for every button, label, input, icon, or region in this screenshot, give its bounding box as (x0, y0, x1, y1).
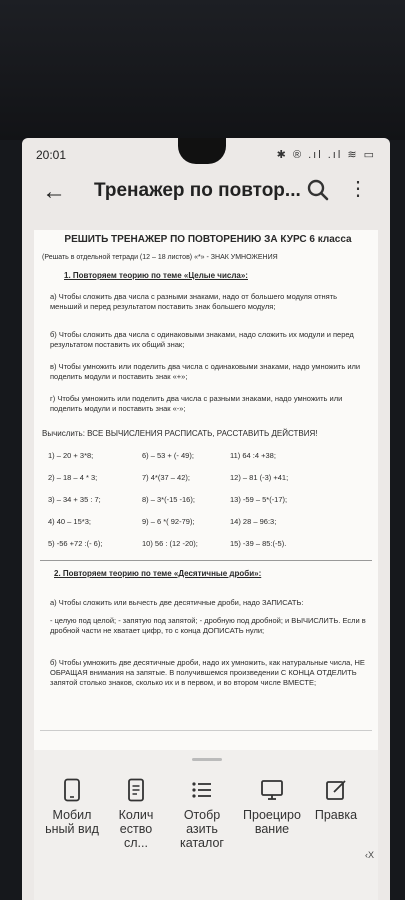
rule-2b: б) Чтобы умножить две десятичные дроби, надо их умножить, как натуральные числа, НЕ ОБРАЩАЯ внимания на запятые. В получившемся произведении С КОНЦА ОТДЕЛИТЬ запятой столько знаков, сколько их и в первом, и во втором числе ВМЕСТЕ; (50, 658, 365, 687)
bottom-action-sheet (34, 750, 378, 900)
device-bezel (0, 0, 405, 140)
overflow-mark: ‹X (365, 850, 374, 860)
show-catalog-label-2: азить (186, 822, 218, 836)
show-catalog-label-3: каталог (180, 836, 224, 850)
section-2-title: 2. Повторяем теорию по теме «Десятичные дроби»: (54, 569, 262, 578)
section-1-title: 1. Повторяем теорию по теме «Целые числа»: (64, 271, 248, 280)
exercise-5: 5) -56 +72 :(- 6); (48, 539, 103, 548)
app-bar (22, 170, 390, 218)
back-arrow-icon[interactable]: ← (42, 178, 66, 205)
calc-instruction: Вычислить: ВСЕ ВЫЧИСЛЕНИЯ РАСПИСАТЬ, РАССТАВИТЬ ДЕЙСТВИЯ! (42, 429, 318, 438)
word-count-button[interactable] (108, 778, 164, 850)
mobile-view-label-1: Мобил (52, 808, 92, 822)
edit-label-1: Правка (314, 808, 358, 822)
document-page[interactable] (34, 230, 378, 752)
exercise-12: 12) – 81 (-3) +41; (230, 473, 289, 482)
edit-button[interactable] (306, 778, 366, 822)
mobile-view-button[interactable] (44, 778, 100, 836)
exercise-15: 15) -39 – 85:(-5). (230, 539, 287, 548)
monitor-icon (260, 778, 284, 802)
rule-1d: г) Чтобы умножить или поделить два числа с разными знаками, надо умножить или поделить модули и поставить знак «-»; (50, 394, 343, 413)
search-icon[interactable] (306, 178, 330, 202)
show-catalog-button[interactable] (174, 778, 230, 850)
sheet-drag-handle[interactable] (192, 758, 222, 761)
list-icon (191, 778, 213, 802)
mobile-view-label-2: ьный вид (45, 822, 99, 836)
exercise-10: 10) 56 : (12 -20); (142, 539, 198, 548)
doc-heading: РЕШИТЬ ТРЕНАЖЕР ПО ПОВТОРЕНИЮ ЗА КУРС 6 класса (64, 234, 352, 245)
rule-1c: в) Чтобы умножить или поделить два числа с одинаковыми знаками, надо умножить или поделить модули и поставить знак «+»; (50, 362, 361, 381)
exercise-7: 7) 4*(37 – 42); (142, 473, 190, 482)
rule-2a: а) Чтобы сложить или вычесть две десятичные дроби, надо ЗАПИСАТЬ: (50, 598, 304, 607)
projection-button[interactable] (240, 778, 304, 836)
word-count-label-2: ество сл... (119, 822, 153, 850)
show-catalog-label-1: Отобр (183, 808, 221, 822)
more-menu-icon[interactable]: ⋮ (348, 178, 368, 200)
rule-1a: а) Чтобы сложить два числа с разными знаками, надо от большего модуля отнять меньший и перед результатом поставить знак большего модуля; (50, 292, 338, 311)
exercise-6: 6) – 53 + (- 49); (142, 451, 194, 460)
word-count-label-1: Колич (118, 808, 154, 822)
edit-icon (324, 778, 348, 802)
rule-1b: б) Чтобы сложить два числа с одинаковыми знаками, надо сложить их модули и перед результатом поставить их общий знак; (50, 330, 354, 349)
exercise-14: 14) 28 – 96:3; (230, 517, 277, 526)
exercise-3: 3) – 34 + 35 : 7; (48, 495, 101, 504)
phone-screen (22, 138, 390, 900)
exercise-13: 13) -59 – 5*(-17); (230, 495, 288, 504)
phone-icon (62, 778, 82, 802)
exercise-9: 9) – 6 *( 92-79); (142, 517, 195, 526)
status-time: 20:01 (36, 148, 67, 162)
exercise-8: 8) – 3*(-15 -16); (142, 495, 195, 504)
rule-2a-detail: - целую под целой; - запятую под запятой; - дробную под дробной; и ВЫЧИСЛИТЬ. Если в дробной части не хватает цифр, то с конца ДОПИСАТЬ нули; (50, 616, 366, 635)
status-icons: ✱ ® .ıl .ıl ≋ ▭ (276, 149, 376, 161)
doc-subheading: (Решать в отдельной тетради (12 – 18 листов) «*» - ЗНАК УМНОЖЕНИЯ (42, 254, 278, 261)
projection-label-2: вание (254, 822, 290, 836)
projection-label-1: Проециро (243, 808, 301, 822)
document-title: Тренажер по повтор... (94, 180, 301, 201)
status-bar (22, 148, 390, 166)
page-bottom-divider (40, 730, 372, 731)
exercise-1: 1) – 20 + 3*8; (48, 451, 94, 460)
exercise-2: 2) – 18 – 4 * 3; (48, 473, 98, 482)
section-divider (40, 560, 372, 561)
document-icon (126, 778, 146, 802)
exercise-4: 4) 40 – 15*3; (48, 517, 91, 526)
exercise-11: 11) 64 :4 +38; (230, 451, 276, 460)
